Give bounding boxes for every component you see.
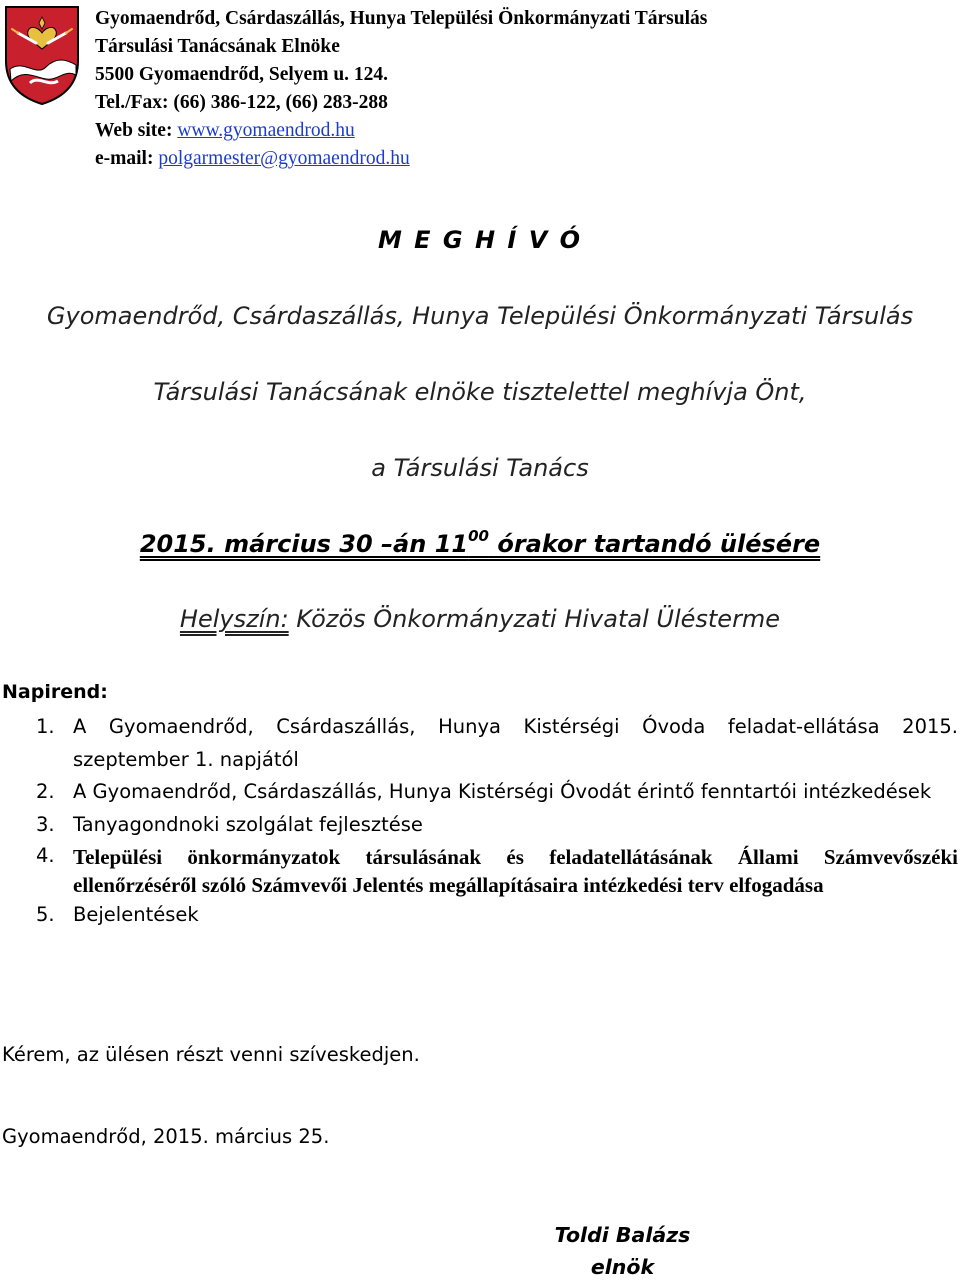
agenda-item-number: 2.: [36, 780, 55, 803]
municipal-crest-icon: [2, 3, 82, 107]
invitation-line-3: a Társulási Tanács: [371, 454, 589, 482]
letterhead-association: Gyomaendrőd, Csárdaszállás, Hunya Települési Önkormányzati Társulás: [95, 8, 708, 29]
agenda-item-number: 1.: [36, 715, 55, 738]
meeting-date-main: 2015. március 30 –án 11: [139, 530, 469, 558]
agenda-item-text: Tanyagondnoki szolgálat fejlesztése: [73, 812, 423, 836]
website-link[interactable]: www.gyomaendrod.hu: [177, 120, 355, 141]
agenda-item: [0, 711, 958, 776]
invitation-line-2: Társulási Tanácsának elnöke tisztelettel meghívja Önt,: [153, 378, 807, 406]
signatory-role: elnök: [590, 1255, 655, 1279]
letterhead-address: 5500 Gyomaendrőd, Selyem u. 124.: [95, 64, 389, 85]
letterhead-email-row: [95, 145, 707, 173]
agenda-list: [0, 711, 958, 932]
invitation-line-1: Gyomaendrőd, Csárdaszállás, Hunya Települési Önkormányzati Társulás: [46, 302, 914, 330]
agenda-item-text: Települési önkormányzatok társulásának és feladatellátásának Állami Számvevőszéki ellenőrzéséről szóló Számvevői Jelentés megállapításaira intézkedési terv elfogadása: [73, 845, 958, 897]
email-link[interactable]: polgarmester@gyomaendrod.hu: [158, 148, 410, 169]
agenda-item: [0, 899, 958, 932]
letterhead: [95, 5, 707, 173]
agenda-item-text: A Gyomaendrőd, Csárdaszállás, Hunya Kistérségi Óvodát érintő fenntartói intézkedések: [73, 780, 932, 803]
web-label: Web site:: [95, 120, 178, 141]
meeting-date-rest: órakor tartandó ülésére: [488, 530, 821, 558]
agenda-item: [0, 776, 958, 809]
agenda-item-text: A Gyomaendrőd, Csárdaszállás, Hunya Kistérségi Óvoda feladat-ellátása 2015. szeptember 1. napjától: [73, 715, 958, 771]
agenda-item: [0, 809, 958, 842]
venue-label: Helyszín:: [179, 605, 289, 633]
venue-name: Közös Önkormányzati Hivatal Ülésterme: [288, 605, 781, 633]
letterhead-council: Társulási Tanácsának Elnöke: [95, 36, 340, 57]
letterhead-phone: Tel./Fax: (66) 386-122, (66) 283-288: [95, 92, 388, 113]
agenda-item-text: Bejelentések: [73, 903, 199, 926]
meeting-date: [0, 527, 960, 558]
agenda-heading: Napirend:: [2, 681, 108, 703]
agenda-item-number: 4.: [36, 844, 55, 867]
meeting-venue: [0, 605, 960, 633]
email-label: e-mail:: [95, 148, 159, 169]
signature-block: [500, 1219, 745, 1283]
meeting-time-minutes: 00: [468, 527, 489, 545]
attendance-request: Kérem, az ülésen részt venni szíveskedjen.: [2, 1043, 420, 1066]
agenda-item-number: 3.: [36, 812, 55, 836]
letterhead-web-row: [95, 117, 707, 145]
agenda-item: [0, 841, 958, 899]
signatory-name: Toldi Balázs: [554, 1223, 691, 1247]
agenda-item-number: 5.: [36, 903, 55, 926]
document-title: M E G H Í V Ó: [377, 226, 583, 254]
place-and-date: Gyomaendrőd, 2015. március 25.: [2, 1125, 330, 1148]
